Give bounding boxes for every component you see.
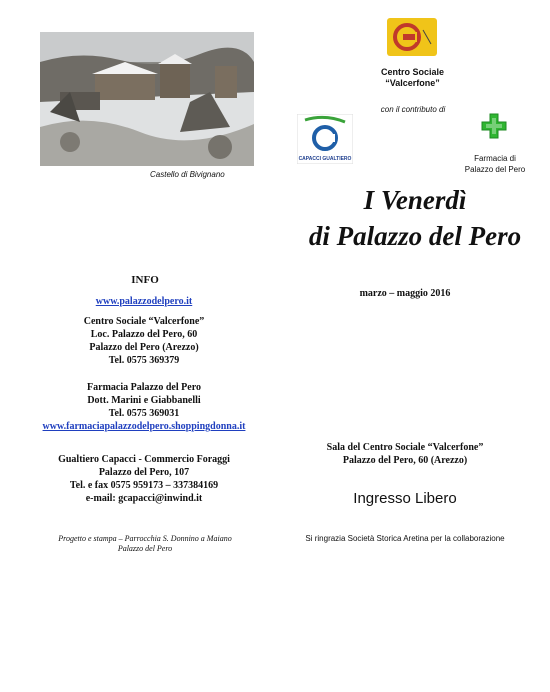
centro-contact	[28, 315, 260, 367]
farmacia-contact-line: Tel. 0575 369031	[108, 408, 180, 419]
centro-sociale-line2: “Valcerfone”	[385, 78, 440, 88]
gualtiero-contact-line: e-mail: gcapacci@inwind.it	[85, 493, 203, 504]
capacci-gualtiero-logo	[297, 114, 353, 164]
print-credit	[40, 534, 250, 554]
farmacia-line2: Palazzo del Pero	[464, 165, 526, 174]
ingresso-libero: Ingresso Libero	[353, 490, 457, 507]
centro-contact-line: Centro Sociale “Valcerfone”	[83, 316, 205, 327]
website-block	[28, 295, 260, 308]
pharmacy-cross-icon	[480, 112, 508, 140]
print-credit-line2: Palazzo del Pero	[117, 544, 173, 553]
centro-sociale-logo	[387, 18, 437, 56]
farmacia-name	[462, 153, 528, 175]
contributo-label: con il contributo di	[380, 105, 446, 114]
centro-contact-line: Tel. 0575 369379	[108, 355, 180, 366]
venue-line1: Sala del Centro Sociale “Valcerfone”	[326, 442, 484, 453]
farmacia-contact-line: Dott. Marini e Giabbanelli	[87, 395, 201, 406]
farmacia-contact	[28, 381, 260, 433]
gualtiero-contact-line: Gualtiero Capacci - Commercio Foraggi	[58, 454, 230, 465]
photo-caption: Castello di Bivignano	[150, 170, 225, 179]
castle-photo	[40, 32, 254, 166]
title-line1: I Venerdì	[363, 185, 467, 215]
info-heading: INFO	[131, 274, 159, 286]
farmacia-line1: Farmacia di	[474, 154, 516, 163]
centro-sociale-line1: Centro Sociale	[380, 67, 445, 77]
farmacia-link[interactable]: www.farmaciapalazzodelpero.shoppingdonna.it	[42, 421, 246, 432]
website-link[interactable]: www.palazzodelpero.it	[95, 296, 193, 307]
title-line2: di Palazzo del Pero	[308, 221, 522, 251]
centro-sociale-name	[365, 67, 460, 89]
venue-line2: Palazzo del Pero, 60 (Arezzo)	[342, 455, 468, 466]
venue-block	[300, 441, 510, 467]
thanks-note: Si ringrazia Società Storica Aretina per la collaborazione	[305, 534, 505, 543]
centro-contact-line: Loc. Palazzo del Pero, 60	[90, 329, 198, 340]
farmacia-contact-line: Farmacia Palazzo del Pero	[87, 382, 201, 393]
event-dates: marzo – maggio 2016	[359, 288, 451, 299]
gualtiero-contact-line: Palazzo del Pero, 107	[98, 467, 190, 478]
gualtiero-logo-text: CAPACCI GUALTIERO	[298, 156, 352, 162]
gualtiero-contact	[28, 453, 260, 505]
centro-contact-line: Palazzo del Pero (Arezzo)	[89, 342, 199, 353]
print-credit-line1: Progetto e stampa – Parrocchia S. Donnino a Maiano	[58, 534, 232, 543]
gualtiero-contact-line: Tel. e fax 0575 959173 – 337384169	[69, 480, 219, 491]
